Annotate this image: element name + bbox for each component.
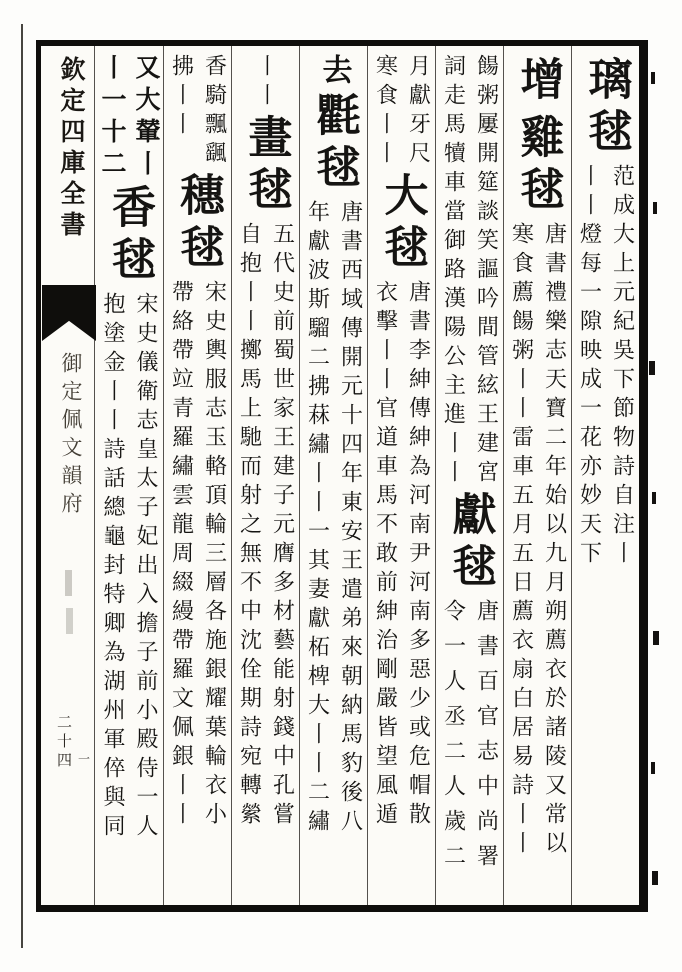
annotation-right-line: 范成大上元紀吳下節物詩自注丨: [609, 164, 635, 570]
text-column-8: [94, 46, 163, 905]
annotation-right-line: 唐書西域傳開元十四年東安王遣弟來朝納馬豹後八: [337, 200, 363, 838]
annotation-left-line: 令一人丞二人歲二: [440, 599, 466, 879]
text-column-6: [231, 46, 299, 905]
annotation-left-line: 帶絡帶竝青羅繡雲龍周綴縵帶羅文佩銀丨丨: [168, 280, 194, 831]
annotation-left-line: 年獻波斯騮二拂菻繡丨丨一其妻獻柘椑大丨丨二繡: [304, 200, 330, 838]
annotation-left-line: 丨丨燈每一隙映成一花亦妙天下: [576, 164, 602, 570]
text-column-5: [299, 46, 367, 905]
text-column-3: [435, 46, 503, 905]
entry-headword: 獻毬: [444, 491, 496, 595]
added-entry-marker: 增: [512, 56, 564, 108]
quote-last-character: 去: [316, 54, 352, 88]
entry-headword: 穗毬: [172, 172, 224, 276]
annotation-left-line: 詞走馬犢車當御路漢陽公主進丨丨: [440, 54, 466, 489]
entry-headword: 雞毬: [512, 114, 564, 218]
annotation-right-line: 餳粥屢開筵談笑謳吟間管絃王建宮: [473, 54, 499, 489]
annotation-continuation: [95, 54, 163, 182]
annotation-right-line: 五代史前蜀世家王建子元膺多材藝能射錢中孔嘗: [269, 222, 295, 831]
text-column-4: [367, 46, 435, 905]
entry-annotation: [369, 280, 435, 831]
annotation-continuation: [165, 54, 231, 170]
entry-annotation: [573, 164, 639, 570]
entry-headword: 香毬: [103, 184, 155, 288]
scan-noise: [651, 72, 655, 84]
text-column-7: [163, 46, 231, 905]
entry-annotation: [165, 280, 231, 831]
annotation-right-line: 宋史儀衛志皇太子妃出入擔子前小殿侍一人: [133, 292, 158, 843]
annotation-continuation: [369, 54, 435, 170]
entry-annotation: [233, 222, 299, 831]
entry-annotation: [505, 222, 571, 860]
annotation-right-line: 又大輦丨: [132, 54, 161, 182]
annotation-left-line: 自抱丨丨擲馬上馳而射之無不中沈佺期詩宛轉縈: [236, 222, 262, 831]
annotation-right-line: 香騎飄颻: [201, 54, 227, 170]
annotation-left-line: 抱塗金丨丨詩話總龜封特卿為湖州軍倅與同: [100, 292, 125, 843]
page-edge-line: [21, 24, 23, 948]
entry-annotation: [96, 292, 162, 843]
annotation-right-line: 丨丨: [253, 54, 278, 112]
annotation-left-line: 寒食薦餳粥丨丨雷車五月五日薦衣扇白居易詩丨丨: [508, 222, 534, 860]
fishtail-icon: [42, 285, 96, 341]
text-column-1: [571, 46, 639, 905]
annotation-right-line: 唐書禮樂志天寶二年始以九月朔薦衣於諸陵又常以: [541, 222, 567, 860]
page-number: 二十四: [55, 714, 73, 771]
annotation-right-line: 宋史輿服志玉輅頂輪三層各施銀耀葉輪衣小: [201, 280, 227, 831]
annotation-continuation: [437, 54, 503, 489]
annotation-left-line: 寒食丨丨: [372, 54, 398, 170]
annotation-right-line: 月獻牙尺: [405, 54, 431, 170]
annotation-left-line: 拂丨丨: [168, 54, 194, 141]
annotation-right-line: 唐書百官志中尚署: [473, 599, 499, 879]
annotation-left-line: 衣擊丨丨官道車馬不敢前紳治剛嚴皆望風遁: [372, 280, 398, 831]
entry-headword: 璃毬: [580, 56, 632, 160]
entry-headword: 大毬: [376, 172, 428, 276]
fold-mark: 一: [78, 752, 91, 766]
faint-volume-marks: [65, 570, 72, 596]
book-title: 御定佩文韻府: [59, 352, 83, 520]
annotation-continuation: [249, 54, 282, 112]
entry-annotation: [301, 200, 367, 838]
annotation-right-line: 唐書李紳傳紳為河南尹河南多惡少或危帽散: [405, 280, 431, 831]
entry-headword: 氍毬: [308, 92, 360, 196]
entry-annotation: [437, 599, 503, 879]
collection-title: 欽定四庫全書: [57, 56, 86, 242]
entry-headword: 畫毬: [240, 114, 292, 218]
text-column-2: [503, 46, 571, 905]
text-frame: [36, 40, 648, 912]
spine-margin-strip: [41, 46, 94, 905]
annotation-left-line: 丨一十二: [98, 54, 127, 182]
